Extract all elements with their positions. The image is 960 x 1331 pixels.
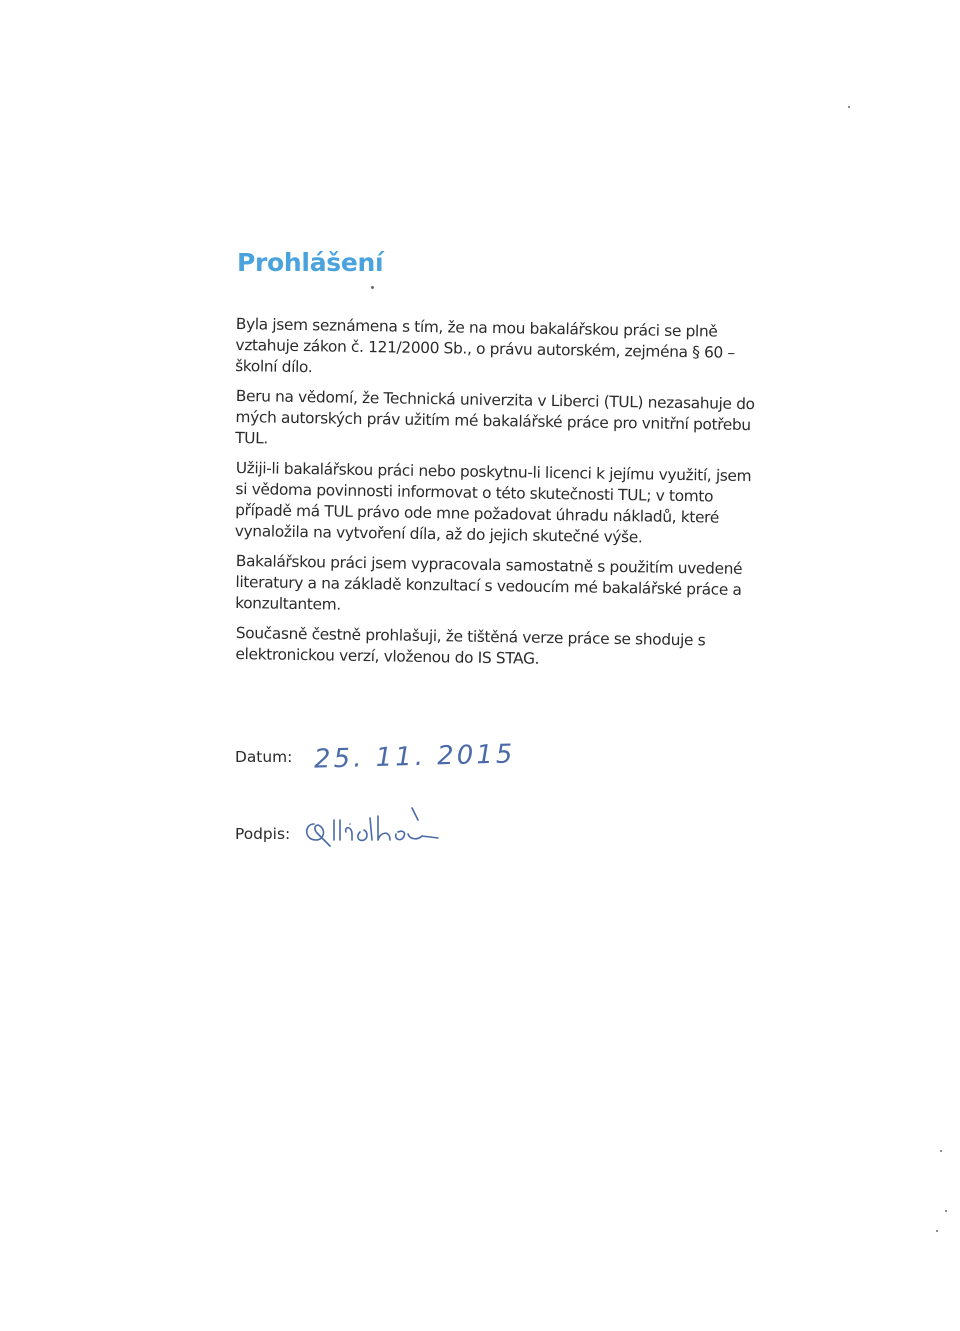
paragraph-tul-usage: Beru na vědomí, že Technická univerzita v Liberci (TUL) nezasahuje do mých autorských práv užitím mé bakalářské práce pro vnitřní potřebu TUL. bbox=[235, 386, 755, 448]
paragraph-copyright-law: Byla jsem seznámena s tím, že na mou bakalářskou práci se plně vztahuje zákon č. 121/2000 Sb., o právu autorském, zejména § 60 – školní dílo. bbox=[235, 314, 735, 377]
signature-field bbox=[235, 812, 450, 856]
handwritten-signature bbox=[300, 806, 450, 856]
declaration-body bbox=[236, 314, 764, 674]
paragraph-licence-obligation: Užiji-li bakalářskou práci nebo poskytnu-li licenci k jejímu využití, jsem si vědoma povinnosti informovat o této skutečnosti TUL; v tomto případě má TUL právo ode mne požadovat úhradu nákladů, které vynaložila na vytvoření díla, až do jejich skutečné výše. bbox=[234, 458, 752, 547]
paragraph-independent-work: Bakalářskou práci jsem vypracovala samostatně s použitím uvedené literatury a na základě konzultací s vedoucím mé bakalářské práce a konzultantem. bbox=[235, 551, 743, 614]
paper-speck bbox=[945, 1210, 947, 1212]
paper-speck bbox=[848, 106, 850, 108]
page-title: Prohlášení bbox=[237, 248, 384, 277]
signature-label: Podpis: bbox=[235, 825, 291, 843]
date-field bbox=[235, 739, 517, 775]
handwritten-date: 25. 11. 2015 bbox=[313, 739, 517, 775]
date-label: Datum: bbox=[235, 748, 293, 766]
paragraph-stag-version: Současně čestně prohlašuji, že tištěná verze práce se shoduje s elektronickou verzí, vloženou do IS STAG. bbox=[235, 623, 706, 668]
paper-speck bbox=[371, 286, 374, 289]
paper-speck bbox=[936, 1230, 938, 1232]
paper-speck bbox=[940, 1150, 942, 1152]
